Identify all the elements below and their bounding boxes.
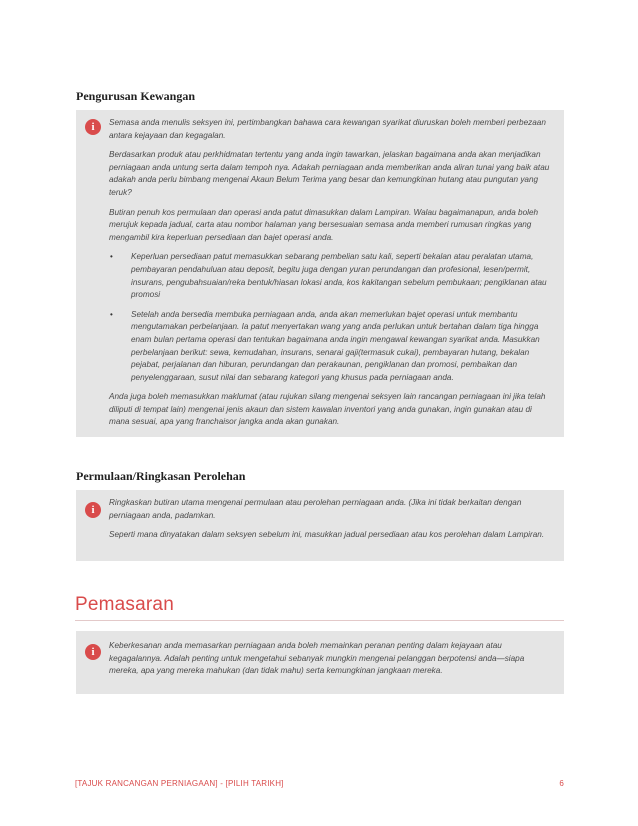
tip-text bbox=[109, 640, 550, 685]
list-item bbox=[109, 251, 550, 301]
section-heading-pengurusan-kewangan: Pengurusan Kewangan bbox=[76, 89, 196, 103]
list-item-text: Keperluan persediaan patut memasukkan sebarang pembelian satu kali, seperti bekalan atau peralatan utama, pembayaran pendahuluan atau deposit, begitu juga dengan yuran perundangan dan profesional, lesen/permit, insurans, pengubahsuaian/reka bentuk/hiasan lokasi anda, kos kakitangan sebelum pembukaan; pengiklanan atau promosi bbox=[131, 252, 547, 300]
footer-title: [TAJUK RANCANGAN PERNIAGAAN] - [PILIH TARIKH] bbox=[75, 779, 284, 788]
bullet-icon: • bbox=[110, 309, 113, 319]
info-icon: i bbox=[85, 119, 101, 135]
tip-paragraph: Butiran penuh kos permulaan dan operasi anda patut dimasukkan dalam Lampiran. Walau bagaimanapun, anda boleh merujuk kepada jadual, carta atau nombor halaman yang bersesuaian semasa anda memberi rumusan ringkas yang mengambil kira keperluan persediaan dan bajet operasi anda. bbox=[109, 207, 539, 242]
tip-paragraph: Anda juga boleh memasukkan maklumat (atau rujukan silang mengenai seksyen lain rancangan perniagaan ini jika telah diliputi di tempat lain) mengenai jenis akaun dan sistem kawalan inventori yang anda gunakan, ingin gunakan atau di mana sesuai, apa yang franchaisor jangka anda akan gunakan. bbox=[109, 392, 546, 427]
heading-divider bbox=[75, 620, 564, 621]
tip-paragraph: Keberkesanan anda memasarkan perniagaan anda boleh memainkan peranan penting dalam kejayaan atau kegagalannya. Adalah penting untuk mengetahui sebanyak mungkin mengenai pelanggan berpotensi anda—siapa mereka, apa yang mereka mahukan (dan tidak mahu) serta kemungkinan jangkaan mereka. bbox=[109, 641, 525, 676]
tip-text bbox=[109, 117, 550, 436]
tip-paragraph: Semasa anda menulis seksyen ini, pertimbangkan bahawa cara kewangan syarikat diuruskan boleh memberi perbezaan antara kejayaan dan kegagalan. bbox=[109, 118, 546, 140]
tip-paragraph: Seperti mana dinyatakan dalam seksyen sebelum ini, masukkan jadual persediaan atau kos perolehan dalam Lampiran. bbox=[109, 530, 545, 540]
list-item-text: Setelah anda bersedia membuka perniagaan anda, anda akan memerlukan bajet operasi untuk membantu mengutamakan perbelanjaan. Ia patut menyertakan wang yang anda perlukan untuk bertahan dalam tiga hingga enam bulan pertama operasi dan tentukan bagaimana anda ingin mengawal kewangan syarikat anda. Masukkan perbelanjaan berikut: sewa, kemudahan, insurans, senarai gaji(termasuk cukai), pembayaran hutang, bekalan pejabat, perjalanan dan hiburan, perundangan dan perakaunan, pengiklanan dan promosi, pembaikan dan penyelenggaraan, susut nilai dan sebarang kategori yang khusus pada perniagaan anda. bbox=[131, 309, 540, 382]
list-item bbox=[109, 309, 550, 385]
info-icon: i bbox=[85, 644, 101, 660]
info-icon: i bbox=[85, 502, 101, 518]
section-heading-permulaan: Permulaan/Ringkasan Perolehan bbox=[76, 469, 246, 483]
tip-box-permulaan bbox=[76, 490, 564, 561]
section-heading-pemasaran: Pemasaran bbox=[75, 594, 174, 615]
tip-paragraph: Ringkaskan butiran utama mengenai permulaan atau perolehan perniagaan anda. (Jika ini tidak berkaitan dengan perniagaan anda, padamkan. bbox=[109, 498, 522, 520]
tip-box-pengurusan-kewangan bbox=[76, 110, 564, 437]
tip-text bbox=[109, 497, 550, 549]
tip-paragraph: Berdasarkan produk atau perkhidmatan tertentu yang anda ingin tawarkan, jelaskan bagaimana anda akan menjadikan perniagaan anda untung serta dalam tempoh nya. Adakah perniagaan anda memberikan anda aliran tunai yang baik atau adakah anda perlu bimbang mengenai Akaun Belum Terima yang besar dan kemungkinan hutang atau pungutan yang teruk? bbox=[109, 150, 550, 197]
tip-bullet-list bbox=[109, 251, 550, 384]
page-footer bbox=[75, 779, 564, 788]
page-number: 6 bbox=[559, 779, 564, 788]
tip-box-pemasaran bbox=[76, 631, 564, 694]
bullet-icon: • bbox=[110, 252, 113, 262]
